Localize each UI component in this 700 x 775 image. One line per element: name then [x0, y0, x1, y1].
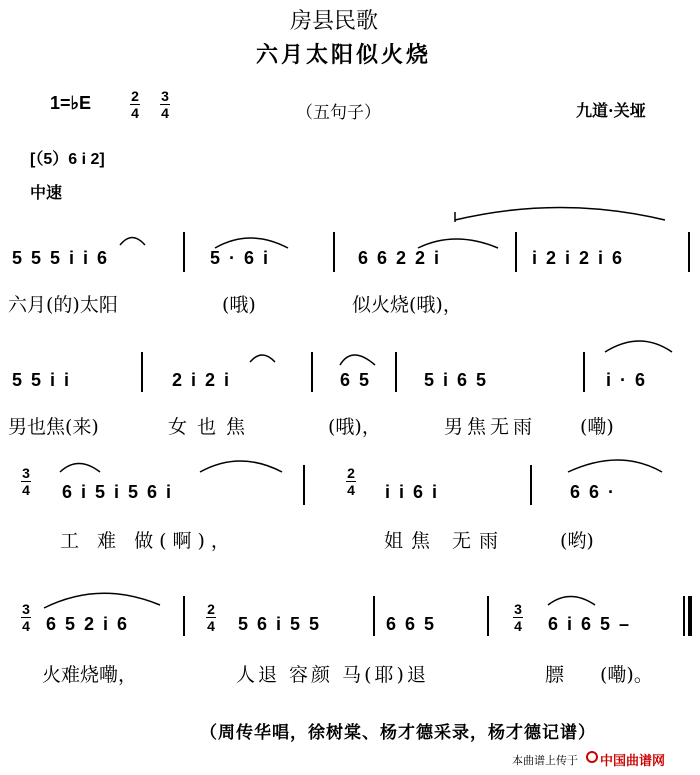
measure: 5 i 6 5 [424, 370, 489, 390]
lyric: 男也焦(来) [8, 416, 99, 438]
lyric: 火难烧嘞， [42, 664, 138, 686]
lyric: 人退 容颜 马(耶)退 [236, 664, 429, 686]
measure: 5 · 6 i [210, 248, 271, 268]
measure: 5 5 i i [12, 370, 72, 390]
site-brand[interactable]: 中国曲谱网 [600, 753, 666, 768]
song-category: 房县民歌 [290, 9, 379, 34]
bar-line [683, 596, 685, 636]
time-signature-2-4: 2 4 [131, 88, 139, 121]
upload-text: 本曲谱上传于 [512, 755, 578, 767]
song-form: （五句子） [296, 103, 381, 123]
measure: i i 6 i [385, 482, 440, 502]
time-signature: 3 4 [514, 601, 522, 634]
measure: 2 i 2 i [172, 370, 232, 390]
measure: 6 i 6 5 – [548, 614, 632, 634]
measure: 5 5 5 i i 6 [12, 248, 110, 268]
lyric: (嘞) [580, 416, 614, 438]
measure: 6 5 [340, 370, 372, 390]
lyric: (哟) [560, 530, 594, 552]
credit-line: （周传华唱，徐树棠、杨才德采录，杨才德记谱） [200, 723, 596, 743]
site-logo-icon [586, 751, 598, 763]
lyric: 女也焦 [168, 416, 256, 438]
lyric: 工 难 做(啊)， [60, 530, 236, 552]
measure: 6 6 2 2 i [358, 248, 442, 268]
time-signature: 2 4 [347, 465, 355, 498]
time-signature: 2 4 [207, 601, 215, 634]
lyric: 似火烧(哦)， [352, 294, 462, 316]
tempo-marking: 中速 [30, 183, 63, 202]
lyric: 六月(的)太阳 [8, 294, 118, 316]
time-signature: 3 4 [22, 465, 30, 498]
measure: i · 6 [606, 370, 648, 390]
lyric: (哦) [222, 294, 256, 316]
time-signature: 3 4 [22, 601, 30, 634]
intro-notes: [（5）6 i 2] [30, 151, 105, 168]
song-title: 六月太阳似火烧 [256, 42, 432, 68]
measure: 6 6 · [570, 482, 617, 502]
time-signature-3-4: 3 4 [161, 88, 169, 121]
key-signature: 1=♭E [50, 93, 92, 113]
lyric: (哦)， [328, 416, 381, 438]
bar-line [183, 596, 185, 636]
bar-line [373, 596, 375, 636]
lyric: 姐焦 无雨 [384, 530, 507, 552]
lyric: 膘 [545, 664, 565, 686]
lyric: (嘞)。 [600, 664, 653, 686]
measure: 6 6 5 [386, 614, 437, 634]
song-region: 九道·关垭 [576, 101, 646, 120]
bar-line [487, 596, 489, 636]
measure: i 2 i 2 i 6 [532, 248, 625, 268]
measure: 6 5 2 i 6 [46, 614, 130, 634]
lyric: 男焦无雨 [444, 416, 537, 438]
final-bar-line [688, 596, 692, 636]
measure: 5 6 i 5 5 [238, 614, 322, 634]
measure: 6 i 5 i 5 6 i [62, 482, 174, 502]
